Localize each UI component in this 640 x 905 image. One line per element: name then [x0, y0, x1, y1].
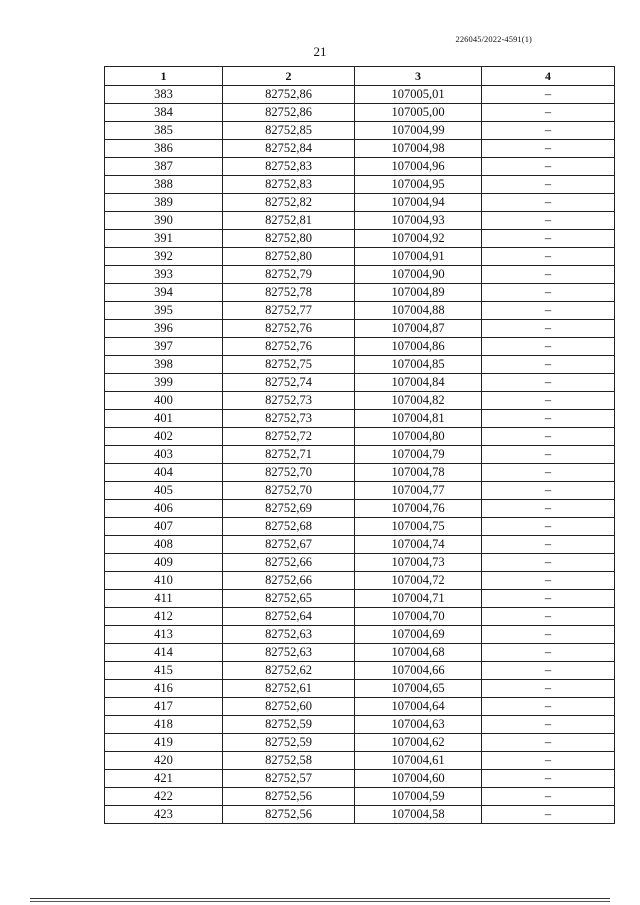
y-coordinate-cell: 107004,84: [355, 374, 482, 392]
y-coordinate-cell: 107004,71: [355, 590, 482, 608]
note-cell: –: [482, 806, 615, 824]
x-coordinate-cell: 82752,60: [223, 698, 355, 716]
document-reference: 226045/2022-4591(1): [455, 34, 532, 44]
note-cell: –: [482, 482, 615, 500]
note-cell: –: [482, 554, 615, 572]
table-row: [105, 320, 615, 338]
x-coordinate-cell: 82752,73: [223, 410, 355, 428]
x-coordinate-cell: 82752,65: [223, 590, 355, 608]
y-coordinate-cell: 107004,90: [355, 266, 482, 284]
x-coordinate-cell: 82752,80: [223, 230, 355, 248]
y-coordinate-cell: 107004,96: [355, 158, 482, 176]
y-coordinate-cell: 107004,73: [355, 554, 482, 572]
table-header-row: [105, 67, 615, 86]
y-coordinate-cell: 107004,88: [355, 302, 482, 320]
footer-divider: [30, 898, 610, 899]
y-coordinate-cell: 107004,76: [355, 500, 482, 518]
note-cell: –: [482, 356, 615, 374]
y-coordinate-cell: 107004,61: [355, 752, 482, 770]
table-row: [105, 698, 615, 716]
column-header: 1: [105, 67, 223, 86]
table-row: [105, 518, 615, 536]
note-cell: –: [482, 194, 615, 212]
table-row: [105, 284, 615, 302]
x-coordinate-cell: 82752,59: [223, 734, 355, 752]
table-row: [105, 500, 615, 518]
note-cell: –: [482, 716, 615, 734]
y-coordinate-cell: 107004,86: [355, 338, 482, 356]
note-cell: –: [482, 446, 615, 464]
x-coordinate-cell: 82752,66: [223, 554, 355, 572]
note-cell: –: [482, 284, 615, 302]
page-number: 21: [313, 44, 327, 59]
point-number-cell: 403: [105, 446, 223, 464]
y-coordinate-cell: 107005,01: [355, 86, 482, 104]
point-number-cell: 414: [105, 644, 223, 662]
table-row: [105, 788, 615, 806]
y-coordinate-cell: 107004,60: [355, 770, 482, 788]
note-cell: –: [482, 590, 615, 608]
x-coordinate-cell: 82752,84: [223, 140, 355, 158]
x-coordinate-cell: 82752,80: [223, 248, 355, 266]
x-coordinate-cell: 82752,70: [223, 482, 355, 500]
point-number-cell: 423: [105, 806, 223, 824]
point-number-cell: 422: [105, 788, 223, 806]
point-number-cell: 395: [105, 302, 223, 320]
table-row: [105, 338, 615, 356]
y-coordinate-cell: 107004,91: [355, 248, 482, 266]
note-cell: –: [482, 626, 615, 644]
x-coordinate-cell: 82752,85: [223, 122, 355, 140]
y-coordinate-cell: 107004,82: [355, 392, 482, 410]
point-number-cell: 410: [105, 572, 223, 590]
table-row: [105, 194, 615, 212]
point-number-cell: 397: [105, 338, 223, 356]
point-number-cell: 383: [105, 86, 223, 104]
y-coordinate-cell: 107004,62: [355, 734, 482, 752]
note-cell: –: [482, 644, 615, 662]
note-cell: –: [482, 752, 615, 770]
y-coordinate-cell: 107004,59: [355, 788, 482, 806]
note-cell: –: [482, 608, 615, 626]
table-row: [105, 716, 615, 734]
point-number-cell: 412: [105, 608, 223, 626]
note-cell: –: [482, 392, 615, 410]
point-number-cell: 418: [105, 716, 223, 734]
x-coordinate-cell: 82752,67: [223, 536, 355, 554]
x-coordinate-cell: 82752,74: [223, 374, 355, 392]
x-coordinate-cell: 82752,63: [223, 644, 355, 662]
x-coordinate-cell: 82752,68: [223, 518, 355, 536]
note-cell: –: [482, 734, 615, 752]
x-coordinate-cell: 82752,57: [223, 770, 355, 788]
note-cell: –: [482, 410, 615, 428]
point-number-cell: 389: [105, 194, 223, 212]
table-row: [105, 212, 615, 230]
column-header: 3: [355, 67, 482, 86]
table-row: [105, 104, 615, 122]
table-row: [105, 464, 615, 482]
x-coordinate-cell: 82752,76: [223, 338, 355, 356]
x-coordinate-cell: 82752,77: [223, 302, 355, 320]
point-number-cell: 388: [105, 176, 223, 194]
x-coordinate-cell: 82752,82: [223, 194, 355, 212]
table-row: [105, 446, 615, 464]
y-coordinate-cell: 107004,64: [355, 698, 482, 716]
table-row: [105, 266, 615, 284]
note-cell: –: [482, 338, 615, 356]
point-number-cell: 402: [105, 428, 223, 446]
y-coordinate-cell: 107004,99: [355, 122, 482, 140]
coordinates-table: [104, 66, 615, 824]
note-cell: –: [482, 536, 615, 554]
table-row: [105, 392, 615, 410]
point-number-cell: 419: [105, 734, 223, 752]
table-row: [105, 248, 615, 266]
y-coordinate-cell: 107004,65: [355, 680, 482, 698]
y-coordinate-cell: 107004,93: [355, 212, 482, 230]
y-coordinate-cell: 107004,87: [355, 320, 482, 338]
note-cell: –: [482, 788, 615, 806]
x-coordinate-cell: 82752,71: [223, 446, 355, 464]
table-row: [105, 662, 615, 680]
note-cell: –: [482, 104, 615, 122]
point-number-cell: 390: [105, 212, 223, 230]
note-cell: –: [482, 464, 615, 482]
point-number-cell: 384: [105, 104, 223, 122]
x-coordinate-cell: 82752,70: [223, 464, 355, 482]
x-coordinate-cell: 82752,59: [223, 716, 355, 734]
y-coordinate-cell: 107004,74: [355, 536, 482, 554]
footer-divider: [30, 901, 610, 902]
point-number-cell: 386: [105, 140, 223, 158]
x-coordinate-cell: 82752,58: [223, 752, 355, 770]
note-cell: –: [482, 266, 615, 284]
point-number-cell: 387: [105, 158, 223, 176]
note-cell: –: [482, 662, 615, 680]
table-row: [105, 428, 615, 446]
table-row: [105, 410, 615, 428]
x-coordinate-cell: 82752,79: [223, 266, 355, 284]
y-coordinate-cell: 107004,68: [355, 644, 482, 662]
point-number-cell: 391: [105, 230, 223, 248]
y-coordinate-cell: 107004,58: [355, 806, 482, 824]
x-coordinate-cell: 82752,62: [223, 662, 355, 680]
note-cell: –: [482, 212, 615, 230]
point-number-cell: 408: [105, 536, 223, 554]
y-coordinate-cell: 107004,77: [355, 482, 482, 500]
note-cell: –: [482, 176, 615, 194]
y-coordinate-cell: 107004,70: [355, 608, 482, 626]
note-cell: –: [482, 86, 615, 104]
table-row: [105, 554, 615, 572]
note-cell: –: [482, 374, 615, 392]
table-row: [105, 374, 615, 392]
table-row: [105, 608, 615, 626]
note-cell: –: [482, 770, 615, 788]
point-number-cell: 421: [105, 770, 223, 788]
note-cell: –: [482, 320, 615, 338]
x-coordinate-cell: 82752,69: [223, 500, 355, 518]
table-row: [105, 176, 615, 194]
table-row: [105, 140, 615, 158]
table-row: [105, 680, 615, 698]
x-coordinate-cell: 82752,81: [223, 212, 355, 230]
point-number-cell: 400: [105, 392, 223, 410]
table-row: [105, 356, 615, 374]
table-row: [105, 590, 615, 608]
point-number-cell: 415: [105, 662, 223, 680]
y-coordinate-cell: 107004,94: [355, 194, 482, 212]
x-coordinate-cell: 82752,83: [223, 176, 355, 194]
note-cell: –: [482, 518, 615, 536]
point-number-cell: 416: [105, 680, 223, 698]
x-coordinate-cell: 82752,56: [223, 806, 355, 824]
point-number-cell: 417: [105, 698, 223, 716]
table-row: [105, 230, 615, 248]
x-coordinate-cell: 82752,73: [223, 392, 355, 410]
point-number-cell: 409: [105, 554, 223, 572]
point-number-cell: 392: [105, 248, 223, 266]
y-coordinate-cell: 107004,72: [355, 572, 482, 590]
x-coordinate-cell: 82752,56: [223, 788, 355, 806]
table-row: [105, 626, 615, 644]
point-number-cell: 404: [105, 464, 223, 482]
note-cell: –: [482, 572, 615, 590]
y-coordinate-cell: 107004,92: [355, 230, 482, 248]
point-number-cell: 385: [105, 122, 223, 140]
x-coordinate-cell: 82752,72: [223, 428, 355, 446]
x-coordinate-cell: 82752,83: [223, 158, 355, 176]
y-coordinate-cell: 107004,79: [355, 446, 482, 464]
table-row: [105, 734, 615, 752]
y-coordinate-cell: 107004,95: [355, 176, 482, 194]
table-row: [105, 122, 615, 140]
table-row: [105, 86, 615, 104]
point-number-cell: 398: [105, 356, 223, 374]
note-cell: –: [482, 140, 615, 158]
x-coordinate-cell: 82752,78: [223, 284, 355, 302]
x-coordinate-cell: 82752,63: [223, 626, 355, 644]
y-coordinate-cell: 107004,69: [355, 626, 482, 644]
y-coordinate-cell: 107005,00: [355, 104, 482, 122]
note-cell: –: [482, 122, 615, 140]
table-row: [105, 536, 615, 554]
note-cell: –: [482, 302, 615, 320]
note-cell: –: [482, 158, 615, 176]
point-number-cell: 413: [105, 626, 223, 644]
column-header: 2: [223, 67, 355, 86]
x-coordinate-cell: 82752,61: [223, 680, 355, 698]
point-number-cell: 411: [105, 590, 223, 608]
table-row: [105, 770, 615, 788]
point-number-cell: 401: [105, 410, 223, 428]
point-number-cell: 407: [105, 518, 223, 536]
point-number-cell: 394: [105, 284, 223, 302]
table-row: [105, 644, 615, 662]
x-coordinate-cell: 82752,66: [223, 572, 355, 590]
y-coordinate-cell: 107004,98: [355, 140, 482, 158]
point-number-cell: 396: [105, 320, 223, 338]
table-row: [105, 572, 615, 590]
table-body: [105, 86, 615, 824]
point-number-cell: 406: [105, 500, 223, 518]
note-cell: –: [482, 428, 615, 446]
y-coordinate-cell: 107004,85: [355, 356, 482, 374]
table-row: [105, 302, 615, 320]
note-cell: –: [482, 500, 615, 518]
note-cell: –: [482, 230, 615, 248]
y-coordinate-cell: 107004,81: [355, 410, 482, 428]
table-row: [105, 158, 615, 176]
x-coordinate-cell: 82752,86: [223, 86, 355, 104]
x-coordinate-cell: 82752,76: [223, 320, 355, 338]
y-coordinate-cell: 107004,80: [355, 428, 482, 446]
point-number-cell: 405: [105, 482, 223, 500]
x-coordinate-cell: 82752,86: [223, 104, 355, 122]
note-cell: –: [482, 248, 615, 266]
column-header: 4: [482, 67, 615, 86]
table-row: [105, 482, 615, 500]
table-row: [105, 752, 615, 770]
table-row: [105, 806, 615, 824]
y-coordinate-cell: 107004,63: [355, 716, 482, 734]
y-coordinate-cell: 107004,78: [355, 464, 482, 482]
x-coordinate-cell: 82752,75: [223, 356, 355, 374]
x-coordinate-cell: 82752,64: [223, 608, 355, 626]
y-coordinate-cell: 107004,89: [355, 284, 482, 302]
note-cell: –: [482, 680, 615, 698]
point-number-cell: 420: [105, 752, 223, 770]
y-coordinate-cell: 107004,66: [355, 662, 482, 680]
point-number-cell: 399: [105, 374, 223, 392]
note-cell: –: [482, 698, 615, 716]
point-number-cell: 393: [105, 266, 223, 284]
y-coordinate-cell: 107004,75: [355, 518, 482, 536]
